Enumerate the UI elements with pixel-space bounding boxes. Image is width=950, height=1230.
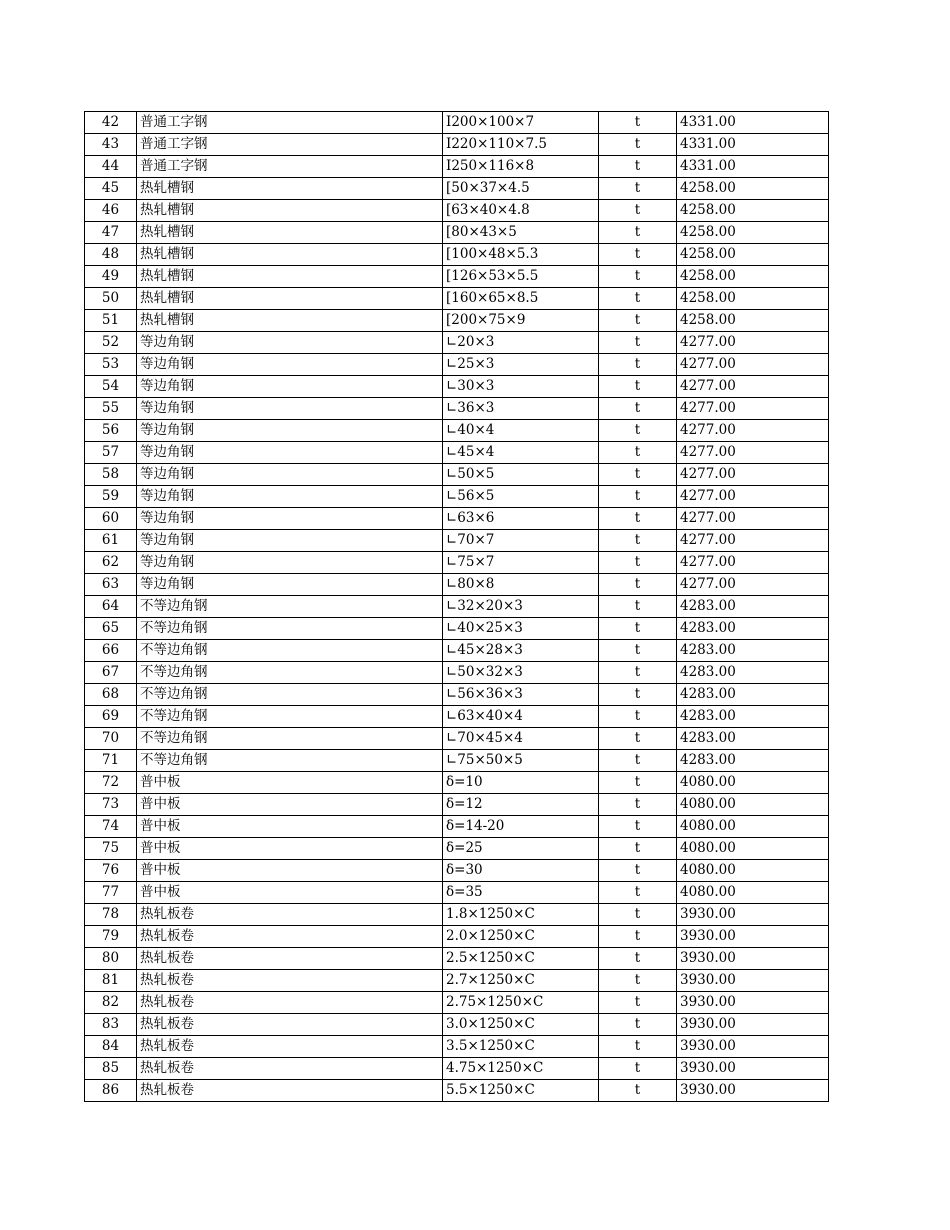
material-name-cell: 热轧槽钢 [137,288,443,310]
table-row [85,200,829,222]
material-spec-cell: 3.0×1250×C [443,1014,599,1036]
material-spec-cell: [100×48×5.3 [443,244,599,266]
material-spec-cell: ∟45×4 [443,442,599,464]
unit-price-cell: 4277.00 [677,552,829,574]
table-row [85,442,829,464]
material-name-cell: 热轧板卷 [137,1058,443,1080]
material-spec-cell: δ=12 [443,794,599,816]
unit-cell: t [599,596,677,618]
unit-price-cell: 4283.00 [677,706,829,728]
unit-cell: t [599,794,677,816]
material-spec-cell: ∟50×5 [443,464,599,486]
unit-price-cell: 4277.00 [677,420,829,442]
unit-cell: t [599,706,677,728]
unit-cell: t [599,244,677,266]
material-spec-cell: 1.8×1250×C [443,904,599,926]
row-number-cell: 52 [85,332,137,354]
unit-price-cell: 4283.00 [677,684,829,706]
unit-price-cell: 4283.00 [677,728,829,750]
row-number-cell: 61 [85,530,137,552]
unit-cell: t [599,948,677,970]
material-spec-cell: ∟36×3 [443,398,599,420]
table-row [85,178,829,200]
material-spec-cell: δ=14-20 [443,816,599,838]
table-row [85,332,829,354]
unit-cell: t [599,882,677,904]
unit-cell: t [599,552,677,574]
table-row [85,552,829,574]
table-row [85,970,829,992]
unit-cell: t [599,728,677,750]
table-row [85,398,829,420]
unit-cell: t [599,772,677,794]
material-name-cell: 等边角钢 [137,354,443,376]
unit-price-cell: 4258.00 [677,288,829,310]
unit-price-cell: 4080.00 [677,838,829,860]
material-spec-cell: [160×65×8.5 [443,288,599,310]
unit-cell: t [599,860,677,882]
unit-price-cell: 3930.00 [677,970,829,992]
unit-cell: t [599,376,677,398]
unit-price-cell: 4258.00 [677,200,829,222]
unit-cell: t [599,288,677,310]
material-name-cell: 热轧板卷 [137,970,443,992]
unit-cell: t [599,816,677,838]
table-row [85,222,829,244]
table-row [85,926,829,948]
unit-cell: t [599,684,677,706]
material-spec-cell: ∟80×8 [443,574,599,596]
material-name-cell: 热轧槽钢 [137,244,443,266]
row-number-cell: 70 [85,728,137,750]
table-row [85,354,829,376]
unit-cell: t [599,992,677,1014]
material-name-cell: 热轧板卷 [137,948,443,970]
unit-price-cell: 4331.00 [677,112,829,134]
row-number-cell: 81 [85,970,137,992]
material-name-cell: 热轧板卷 [137,1036,443,1058]
material-name-cell: 热轧槽钢 [137,200,443,222]
row-number-cell: 55 [85,398,137,420]
material-spec-cell: [50×37×4.5 [443,178,599,200]
unit-cell: t [599,574,677,596]
material-name-cell: 等边角钢 [137,464,443,486]
unit-cell: t [599,266,677,288]
table-row [85,310,829,332]
material-spec-cell: ∟50×32×3 [443,662,599,684]
row-number-cell: 73 [85,794,137,816]
unit-cell: t [599,398,677,420]
unit-price-cell: 3930.00 [677,904,829,926]
table-row [85,772,829,794]
row-number-cell: 49 [85,266,137,288]
material-spec-cell: 4.75×1250×C [443,1058,599,1080]
price-table-body [85,112,829,1102]
table-row [85,1080,829,1102]
unit-cell: t [599,354,677,376]
table-row [85,486,829,508]
unit-cell: t [599,1036,677,1058]
unit-price-cell: 4283.00 [677,662,829,684]
unit-cell: t [599,310,677,332]
material-name-cell: 普中板 [137,882,443,904]
unit-cell: t [599,442,677,464]
material-spec-cell: I250×116×8 [443,156,599,178]
material-name-cell: 不等边角钢 [137,684,443,706]
table-row [85,1058,829,1080]
unit-cell: t [599,420,677,442]
material-spec-cell: ∟70×45×4 [443,728,599,750]
material-spec-cell: ∟45×28×3 [443,640,599,662]
unit-cell: t [599,1058,677,1080]
table-row [85,992,829,1014]
unit-price-cell: 4283.00 [677,750,829,772]
unit-price-cell: 3930.00 [677,992,829,1014]
material-spec-cell: 2.75×1250×C [443,992,599,1014]
material-spec-cell: [126×53×5.5 [443,266,599,288]
material-name-cell: 普中板 [137,860,443,882]
unit-price-cell: 4080.00 [677,816,829,838]
material-name-cell: 热轧槽钢 [137,178,443,200]
material-spec-cell: δ=30 [443,860,599,882]
unit-cell: t [599,486,677,508]
unit-price-cell: 4277.00 [677,464,829,486]
table-row [85,530,829,552]
row-number-cell: 43 [85,134,137,156]
material-name-cell: 热轧槽钢 [137,222,443,244]
unit-cell: t [599,530,677,552]
table-row [85,464,829,486]
unit-price-cell: 4277.00 [677,376,829,398]
row-number-cell: 60 [85,508,137,530]
material-name-cell: 不等边角钢 [137,618,443,640]
unit-price-cell: 4331.00 [677,134,829,156]
row-number-cell: 74 [85,816,137,838]
material-name-cell: 普通工字钢 [137,112,443,134]
material-name-cell: 普中板 [137,816,443,838]
material-name-cell: 热轧板卷 [137,1014,443,1036]
material-spec-cell: ∟25×3 [443,354,599,376]
material-spec-cell: [63×40×4.8 [443,200,599,222]
row-number-cell: 85 [85,1058,137,1080]
unit-price-cell: 4258.00 [677,244,829,266]
row-number-cell: 69 [85,706,137,728]
table-row [85,948,829,970]
material-name-cell: 热轧板卷 [137,1080,443,1102]
unit-price-cell: 4277.00 [677,574,829,596]
unit-cell: t [599,838,677,860]
material-spec-cell: ∟70×7 [443,530,599,552]
table-row [85,288,829,310]
unit-price-cell: 4277.00 [677,442,829,464]
unit-cell: t [599,508,677,530]
row-number-cell: 46 [85,200,137,222]
unit-price-cell: 4283.00 [677,640,829,662]
material-name-cell: 不等边角钢 [137,728,443,750]
table-row [85,816,829,838]
row-number-cell: 71 [85,750,137,772]
unit-cell: t [599,970,677,992]
unit-cell: t [599,134,677,156]
row-number-cell: 48 [85,244,137,266]
row-number-cell: 76 [85,860,137,882]
table-row [85,618,829,640]
material-spec-cell: δ=25 [443,838,599,860]
table-row [85,728,829,750]
material-name-cell: 热轧槽钢 [137,266,443,288]
material-name-cell: 不等边角钢 [137,596,443,618]
material-spec-cell: δ=10 [443,772,599,794]
material-name-cell: 等边角钢 [137,552,443,574]
table-row [85,706,829,728]
unit-price-cell: 4277.00 [677,398,829,420]
unit-price-cell: 3930.00 [677,1036,829,1058]
material-spec-cell: ∟20×3 [443,332,599,354]
unit-price-cell: 3930.00 [677,1080,829,1102]
material-name-cell: 等边角钢 [137,442,443,464]
table-row [85,112,829,134]
row-number-cell: 44 [85,156,137,178]
table-row [85,838,829,860]
row-number-cell: 45 [85,178,137,200]
unit-cell: t [599,464,677,486]
table-row [85,508,829,530]
unit-price-cell: 4277.00 [677,354,829,376]
row-number-cell: 62 [85,552,137,574]
unit-price-cell: 4080.00 [677,772,829,794]
unit-price-cell: 3930.00 [677,1058,829,1080]
row-number-cell: 77 [85,882,137,904]
row-number-cell: 65 [85,618,137,640]
unit-price-cell: 4277.00 [677,508,829,530]
unit-price-cell: 3930.00 [677,948,829,970]
material-spec-cell: 5.5×1250×C [443,1080,599,1102]
row-number-cell: 54 [85,376,137,398]
row-number-cell: 72 [85,772,137,794]
table-row [85,904,829,926]
material-name-cell: 等边角钢 [137,376,443,398]
table-row [85,596,829,618]
unit-price-cell: 4080.00 [677,882,829,904]
unit-price-cell: 4283.00 [677,596,829,618]
material-name-cell: 不等边角钢 [137,662,443,684]
row-number-cell: 58 [85,464,137,486]
unit-cell: t [599,1014,677,1036]
material-name-cell: 普中板 [137,794,443,816]
table-row [85,244,829,266]
material-spec-cell: 2.0×1250×C [443,926,599,948]
row-number-cell: 50 [85,288,137,310]
material-spec-cell: ∟75×50×5 [443,750,599,772]
material-spec-cell: ∟40×25×3 [443,618,599,640]
material-name-cell: 普中板 [137,838,443,860]
unit-price-cell: 4080.00 [677,794,829,816]
row-number-cell: 78 [85,904,137,926]
unit-cell: t [599,1080,677,1102]
unit-price-cell: 4080.00 [677,860,829,882]
unit-cell: t [599,618,677,640]
table-row [85,794,829,816]
material-spec-cell: ∟56×5 [443,486,599,508]
material-spec-cell: 3.5×1250×C [443,1036,599,1058]
unit-price-cell: 4283.00 [677,618,829,640]
row-number-cell: 59 [85,486,137,508]
material-name-cell: 普通工字钢 [137,134,443,156]
material-name-cell: 不等边角钢 [137,750,443,772]
table-row [85,684,829,706]
table-row [85,266,829,288]
unit-price-cell: 3930.00 [677,926,829,948]
row-number-cell: 80 [85,948,137,970]
unit-price-cell: 3930.00 [677,1014,829,1036]
unit-cell: t [599,750,677,772]
row-number-cell: 42 [85,112,137,134]
unit-cell: t [599,156,677,178]
row-number-cell: 84 [85,1036,137,1058]
row-number-cell: 64 [85,596,137,618]
material-name-cell: 等边角钢 [137,530,443,552]
unit-price-cell: 4277.00 [677,486,829,508]
unit-cell: t [599,640,677,662]
table-row [85,134,829,156]
unit-cell: t [599,332,677,354]
row-number-cell: 83 [85,1014,137,1036]
material-spec-cell: ∟32×20×3 [443,596,599,618]
material-name-cell: 热轧板卷 [137,904,443,926]
unit-price-cell: 4258.00 [677,266,829,288]
unit-price-cell: 4331.00 [677,156,829,178]
material-spec-cell: [200×75×9 [443,310,599,332]
unit-price-cell: 4258.00 [677,222,829,244]
unit-cell: t [599,926,677,948]
unit-cell: t [599,222,677,244]
table-row [85,640,829,662]
material-spec-cell: 2.5×1250×C [443,948,599,970]
unit-cell: t [599,904,677,926]
material-spec-cell: I220×110×7.5 [443,134,599,156]
table-row [85,750,829,772]
table-row [85,860,829,882]
unit-cell: t [599,662,677,684]
row-number-cell: 51 [85,310,137,332]
material-spec-cell: ∟56×36×3 [443,684,599,706]
unit-price-cell: 4258.00 [677,310,829,332]
row-number-cell: 86 [85,1080,137,1102]
table-row [85,420,829,442]
material-name-cell: 等边角钢 [137,398,443,420]
material-name-cell: 等边角钢 [137,574,443,596]
table-row [85,1036,829,1058]
row-number-cell: 82 [85,992,137,1014]
row-number-cell: 57 [85,442,137,464]
material-name-cell: 普中板 [137,772,443,794]
material-spec-cell: ∟63×6 [443,508,599,530]
price-table [84,111,829,1102]
row-number-cell: 47 [85,222,137,244]
table-row [85,156,829,178]
material-spec-cell: δ=35 [443,882,599,904]
table-row [85,882,829,904]
unit-cell: t [599,178,677,200]
material-name-cell: 热轧板卷 [137,926,443,948]
material-spec-cell: 2.7×1250×C [443,970,599,992]
material-spec-cell: ∟75×7 [443,552,599,574]
material-name-cell: 热轧槽钢 [137,310,443,332]
material-name-cell: 不等边角钢 [137,706,443,728]
row-number-cell: 79 [85,926,137,948]
unit-price-cell: 4277.00 [677,530,829,552]
material-spec-cell: ∟30×3 [443,376,599,398]
material-spec-cell: ∟63×40×4 [443,706,599,728]
unit-price-cell: 4258.00 [677,178,829,200]
row-number-cell: 56 [85,420,137,442]
material-spec-cell: I200×100×7 [443,112,599,134]
material-spec-cell: ∟40×4 [443,420,599,442]
row-number-cell: 53 [85,354,137,376]
material-name-cell: 等边角钢 [137,332,443,354]
unit-cell: t [599,112,677,134]
row-number-cell: 66 [85,640,137,662]
row-number-cell: 75 [85,838,137,860]
row-number-cell: 68 [85,684,137,706]
material-name-cell: 普通工字钢 [137,156,443,178]
table-row [85,1014,829,1036]
material-name-cell: 等边角钢 [137,486,443,508]
row-number-cell: 63 [85,574,137,596]
table-row [85,662,829,684]
material-name-cell: 等边角钢 [137,508,443,530]
material-name-cell: 不等边角钢 [137,640,443,662]
material-name-cell: 热轧板卷 [137,992,443,1014]
unit-cell: t [599,200,677,222]
table-row [85,574,829,596]
unit-price-cell: 4277.00 [677,332,829,354]
row-number-cell: 67 [85,662,137,684]
material-name-cell: 等边角钢 [137,420,443,442]
table-row [85,376,829,398]
material-spec-cell: [80×43×5 [443,222,599,244]
